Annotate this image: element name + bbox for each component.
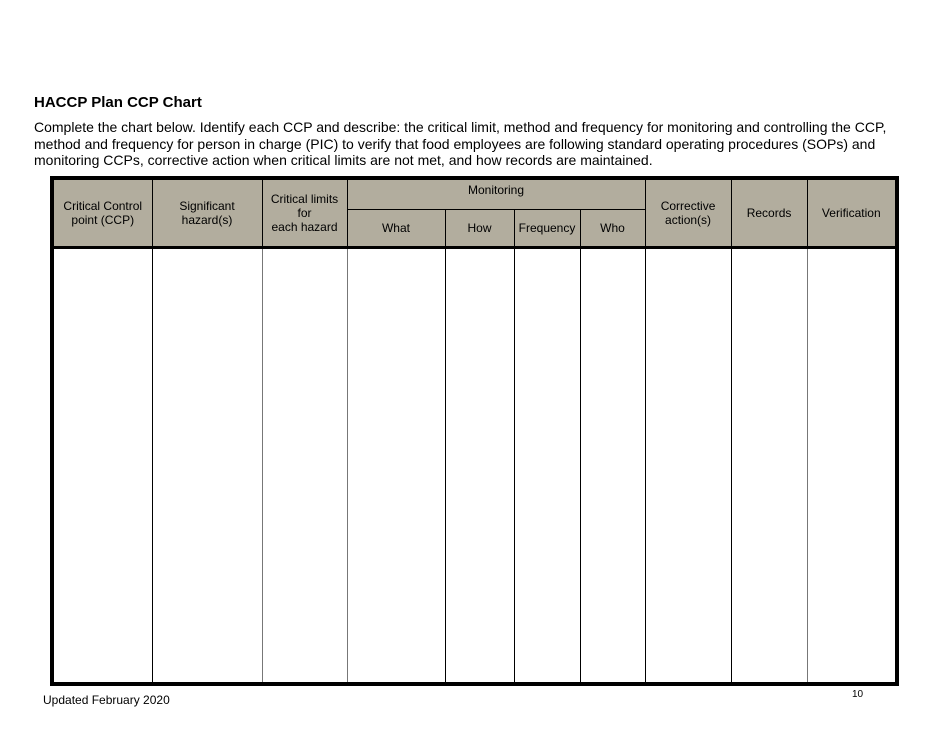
header-ccp: Critical Control point (CCP) [52, 178, 152, 248]
cell-critical-limits[interactable] [262, 248, 347, 685]
cell-significant-hazards[interactable] [152, 248, 262, 685]
cell-corrective-actions[interactable] [645, 248, 731, 685]
header-monitoring-what: What [347, 210, 445, 248]
header-critical-limits-line2: for [297, 206, 312, 220]
cell-monitoring-how[interactable] [445, 248, 514, 685]
instructions-line: Complete the chart below. Identify each CCP and describe: the critical limit, method and frequency for monitoring and controlling the CCP, [34, 119, 887, 135]
table-row [52, 248, 897, 685]
header-significant-hazards: Significant hazard(s) [152, 178, 262, 248]
header-monitoring-how: How [445, 210, 514, 248]
page-number: 10 [852, 689, 864, 700]
cell-monitoring-frequency[interactable] [514, 248, 580, 685]
header-verification: Verification [807, 178, 897, 248]
instructions-line: monitoring CCPs, corrective action when critical limits are not met, and how records are maintained. [34, 152, 653, 169]
cell-verification[interactable] [807, 248, 897, 685]
header-critical-limits [262, 178, 347, 248]
cell-monitoring-what[interactable] [347, 248, 445, 685]
cell-records[interactable] [731, 248, 807, 685]
header-critical-limits-line3: each hazard [271, 220, 338, 234]
header-records: Records [731, 178, 807, 248]
header-monitoring: Monitoring [347, 178, 645, 210]
header-critical-limits-line1: Critical limits [270, 192, 339, 206]
ccp-chart-table [50, 176, 899, 686]
header-monitoring-who: Who [580, 210, 645, 248]
instructions-paragraph [34, 119, 924, 169]
cell-ccp[interactable] [52, 248, 152, 685]
header-monitoring-frequency: Frequency [514, 210, 580, 248]
footer-updated-date: Updated February 2020 [43, 693, 170, 707]
instructions-line: method and frequency for person in charge (PIC) to verify that food employees are following standard operating procedures (SOPs) and [34, 135, 876, 152]
cell-monitoring-who[interactable] [580, 248, 645, 685]
page-title: HACCP Plan CCP Chart [34, 94, 202, 111]
header-corrective-actions: Corrective action(s) [645, 178, 731, 248]
